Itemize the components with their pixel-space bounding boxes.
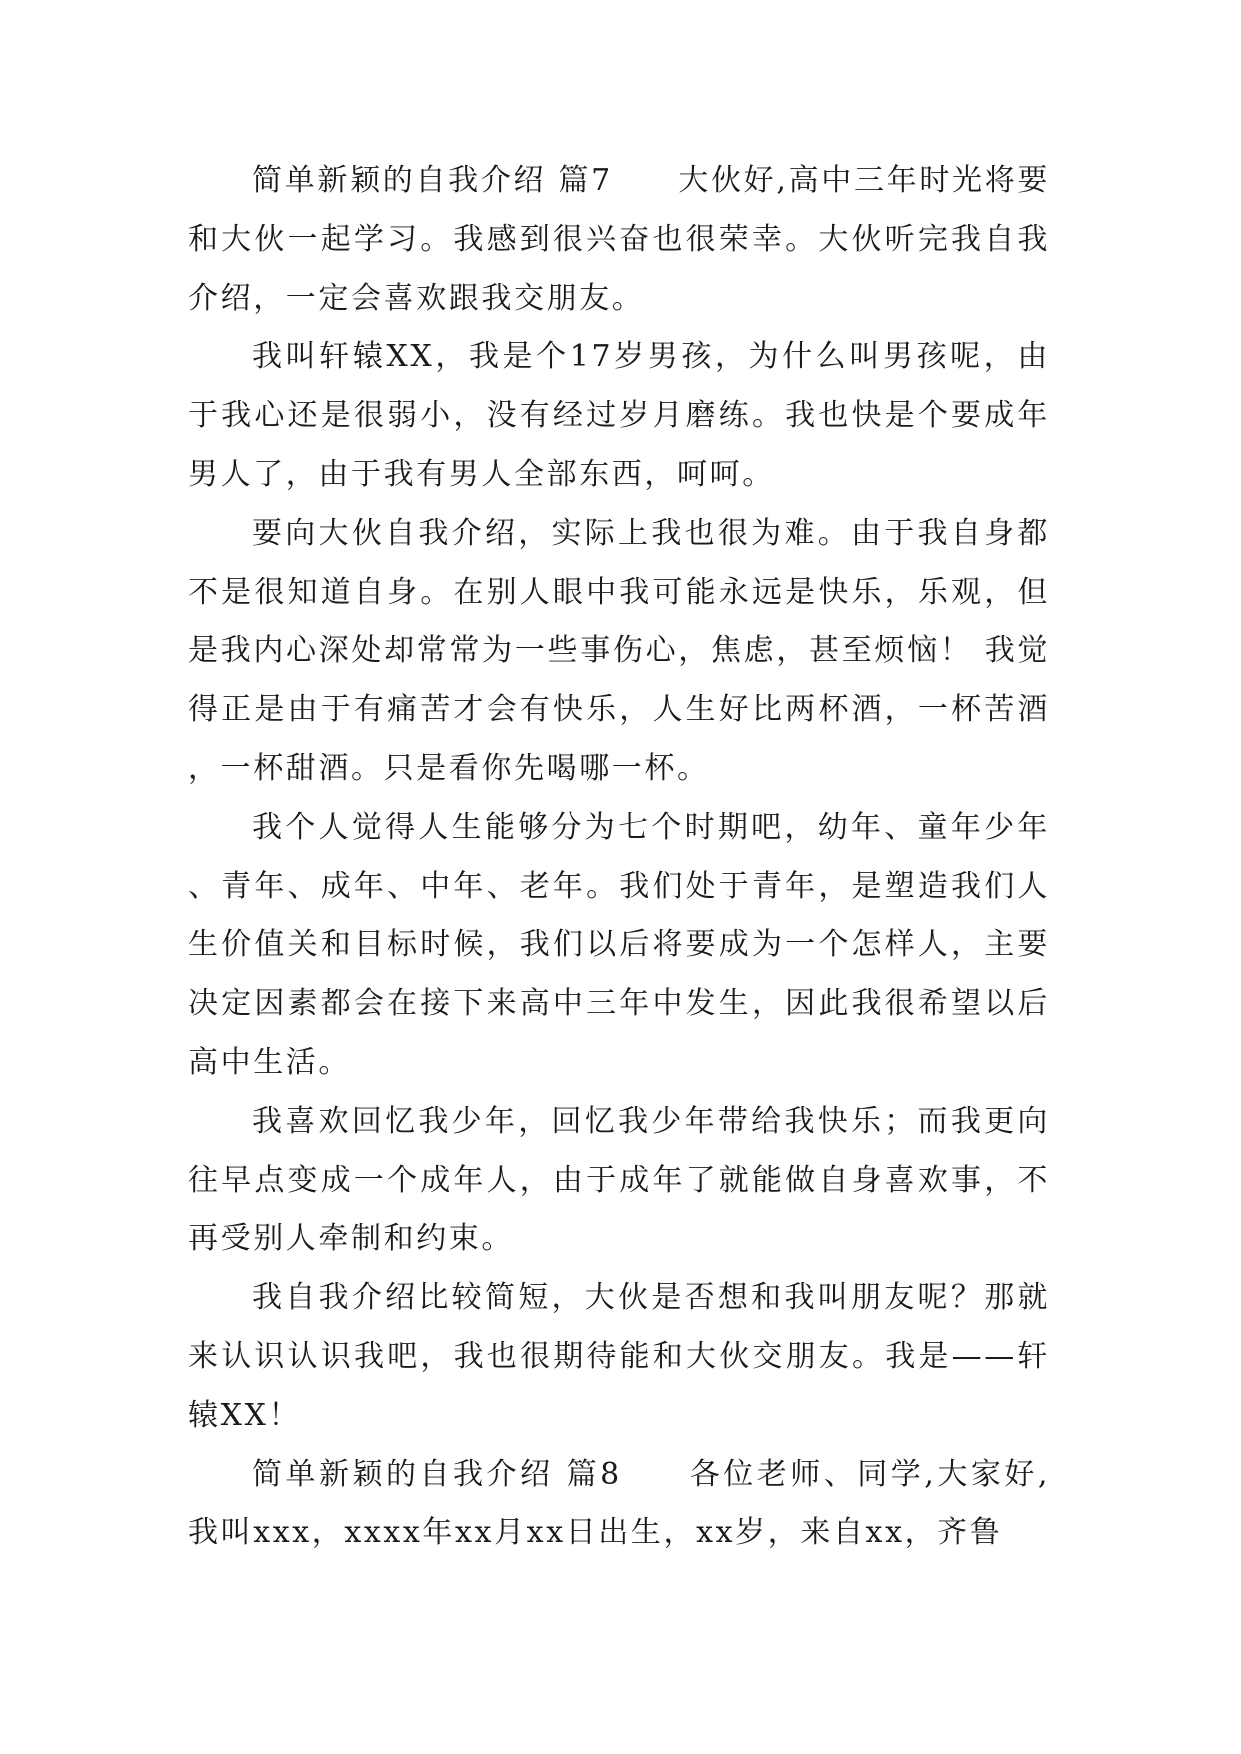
paragraph-intro-8: 简单新颖的自我介绍 篇8 各位老师、同学,大家好,我叫xxx，xxxx年xx月xx日出生，xx岁，来自xx，齐鲁 [188, 1456, 1050, 1551]
paragraph-memories: 我喜欢回忆我少年，回忆我少年带给我快乐；而我更向往早点变成一个成年人，由于成年了就能做自身喜欢事，不再受别人牵制和约束。 [188, 1103, 1050, 1257]
document-body [188, 152, 1050, 1563]
paragraph-intro-7: 简单新颖的自我介绍 篇7 大伙好,高中三年时光将要和大伙一起学习。我感到很兴奋也很荣幸。大伙听完我自我介绍，一定会喜欢跟我交朋友。 [188, 163, 1050, 316]
paragraph-self: 要向大伙自我介绍，实际上我也很为难。由于我自身都不是很知道自身。在别人眼中我可能永远是快乐，乐观，但是我内心深处却常常为一些事伤心，焦虑，甚至烦恼！ 我觉得正是由于有痛苦才会有快乐，人生好比两杯酒，一杯苦酒，一杯甜酒。只是看你先喝哪一杯。 [188, 515, 1050, 786]
paragraph-name: 我叫轩辕XX，我是个17岁男孩，为什么叫男孩呢，由于我心还是很弱小，没有经过岁月磨练。我也快是个要成年男人了，由于我有男人全部东西，呵呵。 [188, 339, 1050, 492]
paragraph-life-stages: 我个人觉得人生能够分为七个时期吧，幼年、童年少年、青年、成年、中年、老年。我们处于青年，是塑造我们人生价值关和目标时候，我们以后将要成为一个怎样人，主要决定因素都会在接下来高中三年中发生，因此我很希望以后高中生活。 [188, 809, 1050, 1080]
paragraph-closing: 我自我介绍比较简短，大伙是否想和我叫朋友呢？那就来认识认识我吧，我也很期待能和大伙交朋友。我是——轩辕XX！ [188, 1280, 1050, 1433]
